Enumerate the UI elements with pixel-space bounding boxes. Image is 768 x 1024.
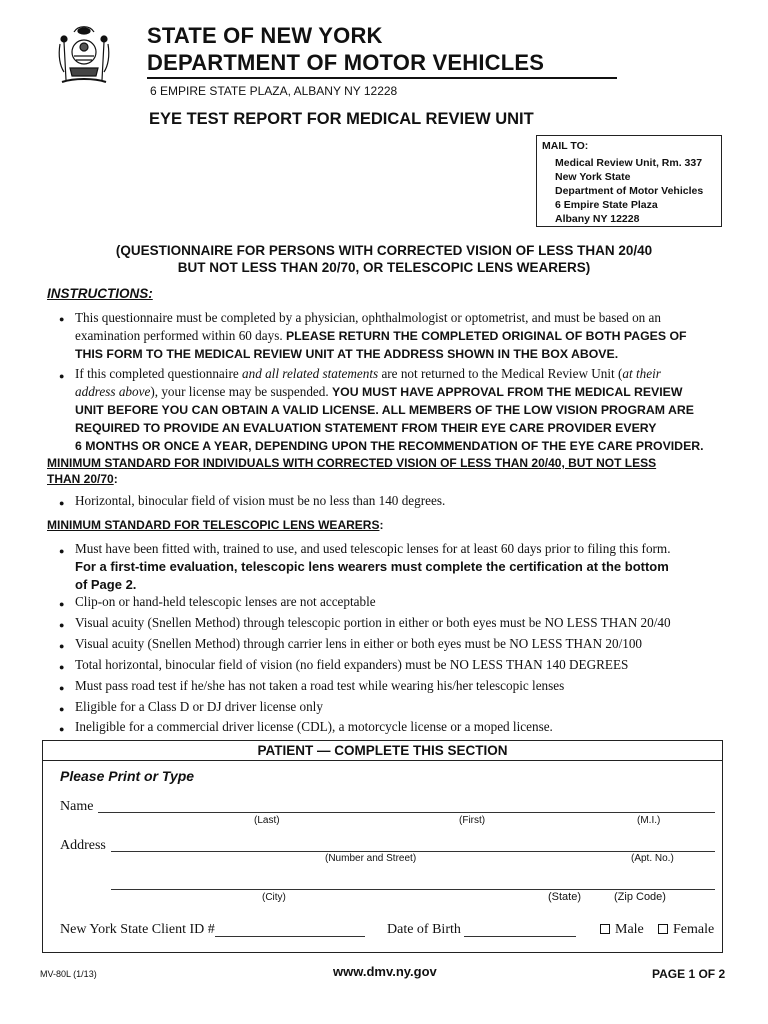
address-state-caption: (State) <box>548 891 582 903</box>
print-or-type-note: Please Print or Type <box>60 768 195 784</box>
standard-item: Visual acuity (Snellen Method) through telescopic portion in either or both eyes must be NO LESS THAN 20/40 <box>75 615 671 630</box>
agency-name-line2: DEPARTMENT OF MOTOR VEHICLES <box>147 50 545 75</box>
bullet-icon: ● <box>59 641 65 651</box>
patient-section <box>42 740 723 953</box>
instruction-emphasis: YOU MUST HAVE APPROVAL FROM THE MEDICAL REVIEW <box>331 385 683 399</box>
address-apt-caption: (Apt. No.) <box>631 853 674 864</box>
standard-item <box>75 540 730 594</box>
instruction-emphasis: THIS FORM TO THE MEDICAL REVIEW UNIT AT THE ADDRESS SHOWN IN THE BOX ABOVE. <box>75 347 619 361</box>
standard-item: Clip-on or hand-held telescopic lenses are not acceptable <box>75 594 376 609</box>
client-id-field[interactable] <box>215 936 365 937</box>
form-subtitle <box>40 242 728 276</box>
instruction-text: address above <box>75 384 151 399</box>
subtitle-line2: BUT NOT LESS THAN 20/70, OR TELESCOPIC LENS WEARERS) <box>177 260 591 275</box>
male-label: Male <box>615 922 644 937</box>
mail-to-line: Medical Review Unit, Rm. 337 <box>555 157 703 169</box>
instruction-text: If this completed questionnaire <box>75 366 239 381</box>
instruction-text: at their <box>622 366 661 381</box>
instruction-text: ), your license may be suspended. <box>150 384 329 399</box>
dob-label: Date of Birth <box>387 922 461 937</box>
male-checkbox[interactable] <box>600 924 610 934</box>
standard-emphasis: For a first-time evaluation, telescopic lens wearers must complete the certification at the bottom <box>75 559 669 574</box>
mail-to-label: MAIL TO: <box>542 140 589 152</box>
heading-text: THAN 20/70 <box>47 472 114 486</box>
mail-to-box <box>536 135 722 227</box>
ny-state-seal-icon <box>52 22 116 88</box>
mail-to-line: Department of Motor Vehicles <box>555 185 704 197</box>
address-zip-caption: (Zip Code) <box>614 891 666 903</box>
bullet-icon: ● <box>59 498 65 508</box>
female-checkbox[interactable] <box>658 924 668 934</box>
instruction-text: and all related statements <box>242 366 379 381</box>
name-label: Name <box>60 799 94 814</box>
min-standard-telescopic-heading <box>47 517 722 533</box>
bullet-icon: ● <box>59 683 65 693</box>
bullet-icon: ● <box>59 662 65 672</box>
heading-text: MINIMUM STANDARD FOR TELESCOPIC LENS WEARERS <box>47 518 380 532</box>
dob-field[interactable] <box>464 936 576 937</box>
standard-emphasis: of Page 2. <box>75 577 137 592</box>
bullet-icon: ● <box>59 599 65 609</box>
instruction-emphasis: 6 MONTHS OR ONCE A YEAR, DEPENDING UPON THE RECOMMENDATION OF THE EYE CARE PROVIDER. <box>75 439 704 453</box>
bullet-icon: ● <box>59 620 65 630</box>
subtitle-line1: (QUESTIONNAIRE FOR PERSONS WITH CORRECTED VISION OF LESS THAN 20/40 <box>115 243 653 258</box>
name-first-caption: (First) <box>459 815 486 826</box>
address-street-caption: (Number and Street) <box>325 853 417 864</box>
name-last-caption: (Last) <box>254 815 280 826</box>
standard-item: Horizontal, binocular field of vision must be no less than 140 degrees. <box>75 493 446 508</box>
bullet-icon: ● <box>59 371 65 381</box>
page-number: PAGE 1 OF 2 <box>652 967 726 981</box>
website-link[interactable]: www.dmv.ny.gov <box>333 964 437 979</box>
agency-address: 6 EMPIRE STATE PLAZA, ALBANY NY 12228 <box>150 84 398 98</box>
form-number: MV-80L (1/13) <box>40 969 97 979</box>
heading-text: : <box>113 472 118 486</box>
address-street-field[interactable] <box>111 851 715 852</box>
instruction-emphasis: REQUIRED TO PROVIDE AN EVALUATION STATEMENT FROM THEIR EYE CARE PROVIDER EVERY <box>75 421 657 435</box>
bullet-icon: ● <box>59 314 65 324</box>
standard-item: Ineligible for a commercial driver license (CDL), a motorcycle license or a moped license. <box>75 719 553 734</box>
min-standard-corrected-heading <box>47 455 722 487</box>
instruction-text: are not returned to the Medical Review Unit ( <box>381 366 623 381</box>
heading-text: MINIMUM STANDARD FOR INDIVIDUALS WITH CORRECTED VISION OF LESS THAN 20/40, BUT NOT LESS <box>47 456 657 470</box>
instruction-item-1 <box>75 309 730 363</box>
address-label: Address <box>60 838 106 853</box>
standard-text: Must have been fitted with, trained to use, and used telescopic lenses for at least 60 days prior to filing this form. <box>75 541 671 556</box>
bullet-icon: ● <box>59 724 65 734</box>
instructions-heading: INSTRUCTIONS: <box>47 286 153 301</box>
heading-text: : <box>379 518 384 532</box>
name-mi-caption: (M.I.) <box>637 815 661 826</box>
name-field[interactable] <box>98 812 715 813</box>
standard-item: Visual acuity (Snellen Method) through carrier lens in either or both eyes must be NO LESS THAN 20/100 <box>75 636 643 651</box>
instruction-emphasis: UNIT BEFORE YOU CAN OBTAIN A VALID LICENSE. ALL MEMBERS OF THE LOW VISION PROGRAM ARE <box>75 403 694 417</box>
mail-to-line: 6 Empire State Plaza <box>555 199 658 211</box>
female-label: Female <box>673 922 715 937</box>
client-id-label: New York State Client ID # <box>60 922 215 937</box>
bullet-icon: ● <box>59 546 65 556</box>
instruction-text: examination performed within 60 days. <box>75 328 283 343</box>
instruction-item-2 <box>75 365 730 455</box>
patient-section-heading: PATIENT — COMPLETE THIS SECTION <box>43 741 722 761</box>
address-city-caption: (City) <box>262 892 286 903</box>
mail-to-line: Albany NY 12228 <box>555 213 640 225</box>
instruction-text: This questionnaire must be completed by a physician, ophthalmologist or optometrist, and must be based on an <box>75 310 662 325</box>
instruction-emphasis: PLEASE RETURN THE COMPLETED ORIGINAL OF BOTH PAGES OF <box>285 329 687 343</box>
agency-name-line1: STATE OF NEW YORK <box>147 23 383 48</box>
bullet-icon: ● <box>59 704 65 714</box>
mail-to-line: New York State <box>555 171 631 183</box>
standard-item: Eligible for a Class D or DJ driver license only <box>75 699 323 714</box>
header-divider <box>147 77 617 79</box>
address-city-field[interactable] <box>111 889 715 890</box>
standard-item: Must pass road test if he/she has not taken a road test while wearing his/her telescopic lenses <box>75 678 565 693</box>
form-title: EYE TEST REPORT FOR MEDICAL REVIEW UNIT <box>149 110 534 128</box>
standard-item: Total horizontal, binocular field of vision (no field expanders) must be NO LESS THAN 140 DEGREES <box>75 657 629 672</box>
